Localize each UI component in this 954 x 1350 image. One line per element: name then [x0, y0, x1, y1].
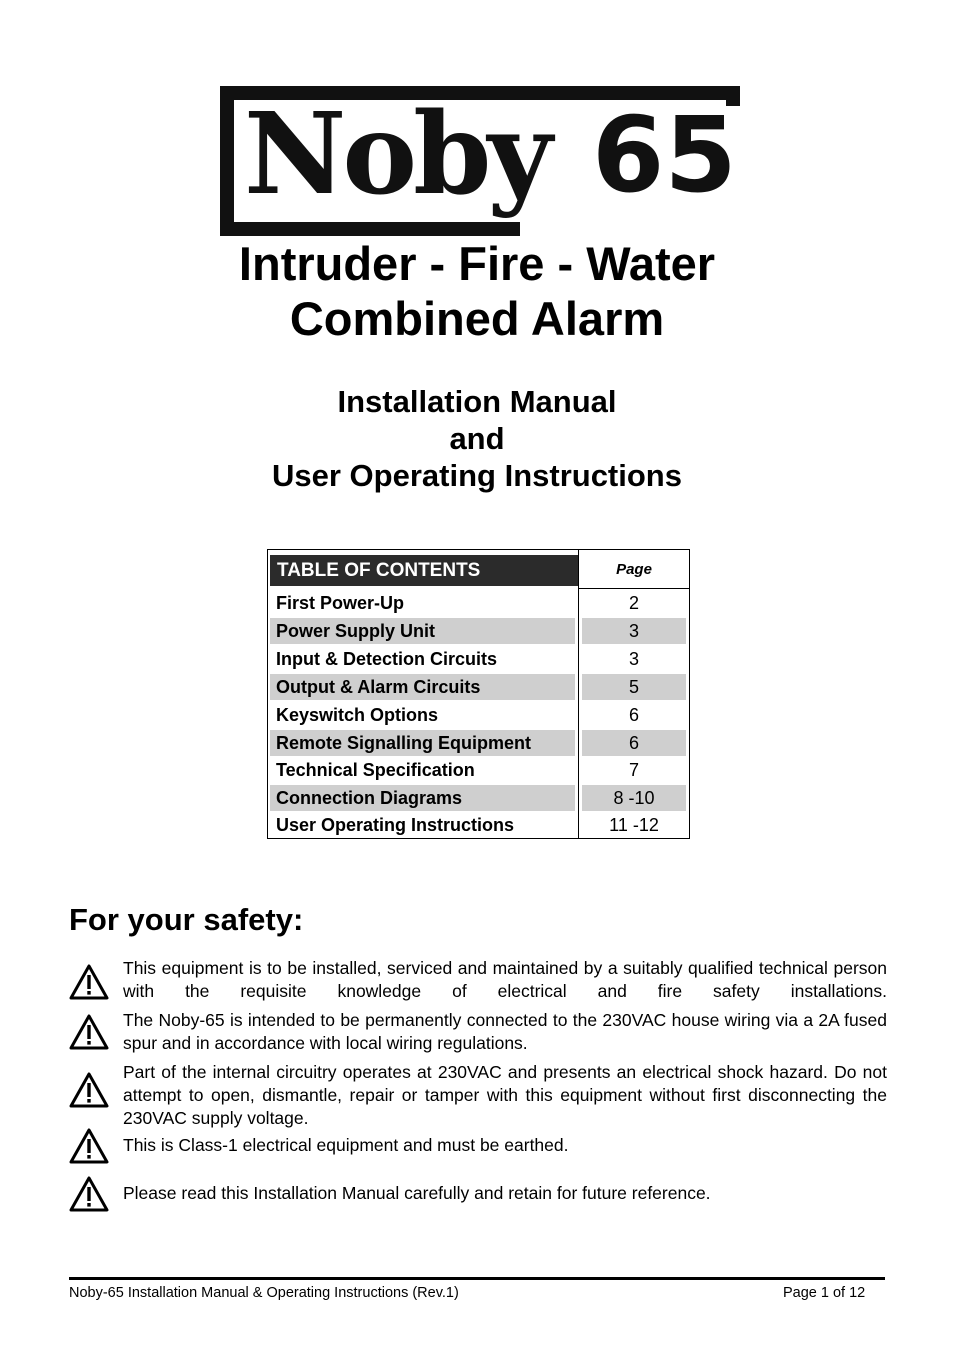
logo-frame-bottom	[220, 222, 520, 236]
logo-model-number: 65	[592, 94, 737, 216]
subtitle-line-3: User Operating Instructions	[272, 458, 682, 493]
toc-row-label: Output & Alarm Circuits	[270, 674, 575, 700]
footer-document-title: Noby-65 Installation Manual & Operating Instructions (Rev.1)	[69, 1285, 459, 1301]
toc-row-page: 7	[628, 760, 639, 780]
toc-row-page: 3	[628, 649, 639, 669]
toc-row	[268, 646, 689, 673]
toc-heading: TABLE OF CONTENTS	[270, 555, 579, 586]
toc-row	[268, 674, 689, 701]
warning-triangle-icon	[69, 1072, 109, 1108]
toc-row-label: Connection Diagrams	[270, 785, 575, 811]
toc-row-label: Remote Signalling Equipment	[270, 730, 575, 756]
toc-page-heading: Page	[616, 561, 652, 578]
warning-triangle-icon	[69, 1128, 109, 1164]
toc-row-label: Input & Detection Circuits	[276, 649, 498, 669]
toc-row	[268, 618, 689, 645]
toc-row-page: 3	[582, 618, 686, 644]
toc-row	[268, 590, 689, 617]
toc-row	[268, 757, 689, 784]
toc-row-label: Power Supply Unit	[270, 618, 575, 644]
toc-row-page: 8 -10	[582, 785, 686, 811]
footer-rule	[69, 1277, 885, 1280]
toc-row-page: 6	[582, 730, 686, 756]
toc-row-label: User Operating Instructions	[276, 815, 515, 835]
warning-triangle-icon	[69, 1176, 109, 1212]
toc-row-label: Keyswitch Options	[276, 705, 439, 725]
subtitle-line-1: Installation Manual	[337, 384, 617, 419]
safety-item: Part of the internal circuitry operates at 230VAC and presents an electrical shock hazard. Do not attempt to open, dismantle, repair or tamper with this equipment without first disconnecting the 230VAC supply voltage.	[123, 1062, 887, 1128]
title-line-2: Combined Alarm	[289, 292, 665, 345]
toc-row-page: 5	[582, 674, 686, 700]
toc-row-page: 6	[628, 705, 639, 725]
toc-row	[268, 785, 689, 812]
safety-item: This equipment is to be installed, serviced and maintained by a suitably qualified technical person with the requisite knowledge of electrical and fire safety installations.	[123, 958, 887, 1001]
toc-row-page: 11 -12	[609, 815, 659, 835]
toc-row-page: 2	[628, 593, 639, 613]
toc-row	[268, 812, 689, 839]
toc-header-divider	[579, 588, 689, 589]
logo-brand-text: Noby	[244, 89, 549, 220]
toc-row	[268, 702, 689, 729]
product-logo	[220, 86, 740, 236]
safety-item: Please read this Installation Manual carefully and retain for future reference.	[123, 1183, 711, 1203]
toc-row-label: First Power-Up	[276, 593, 405, 613]
subtitle-line-2: and	[449, 421, 505, 456]
safety-item: This is Class-1 electrical equipment and must be earthed.	[123, 1135, 569, 1155]
footer-page-number: Page 1 of 12	[783, 1285, 866, 1301]
safety-heading: For your safety:	[69, 902, 304, 937]
safety-item: The Noby-65 is intended to be permanently connected to the 230VAC house wiring via a 2A fused spur and in accordance with local wiring regulations.	[123, 1010, 887, 1053]
toc-row-label: Technical Specification	[276, 760, 475, 780]
title-line-1: Intruder - Fire - Water	[238, 237, 716, 290]
warning-triangle-icon	[69, 964, 109, 1000]
table-of-contents	[267, 549, 690, 839]
warning-triangle-icon	[69, 1014, 109, 1050]
toc-row	[268, 730, 689, 757]
